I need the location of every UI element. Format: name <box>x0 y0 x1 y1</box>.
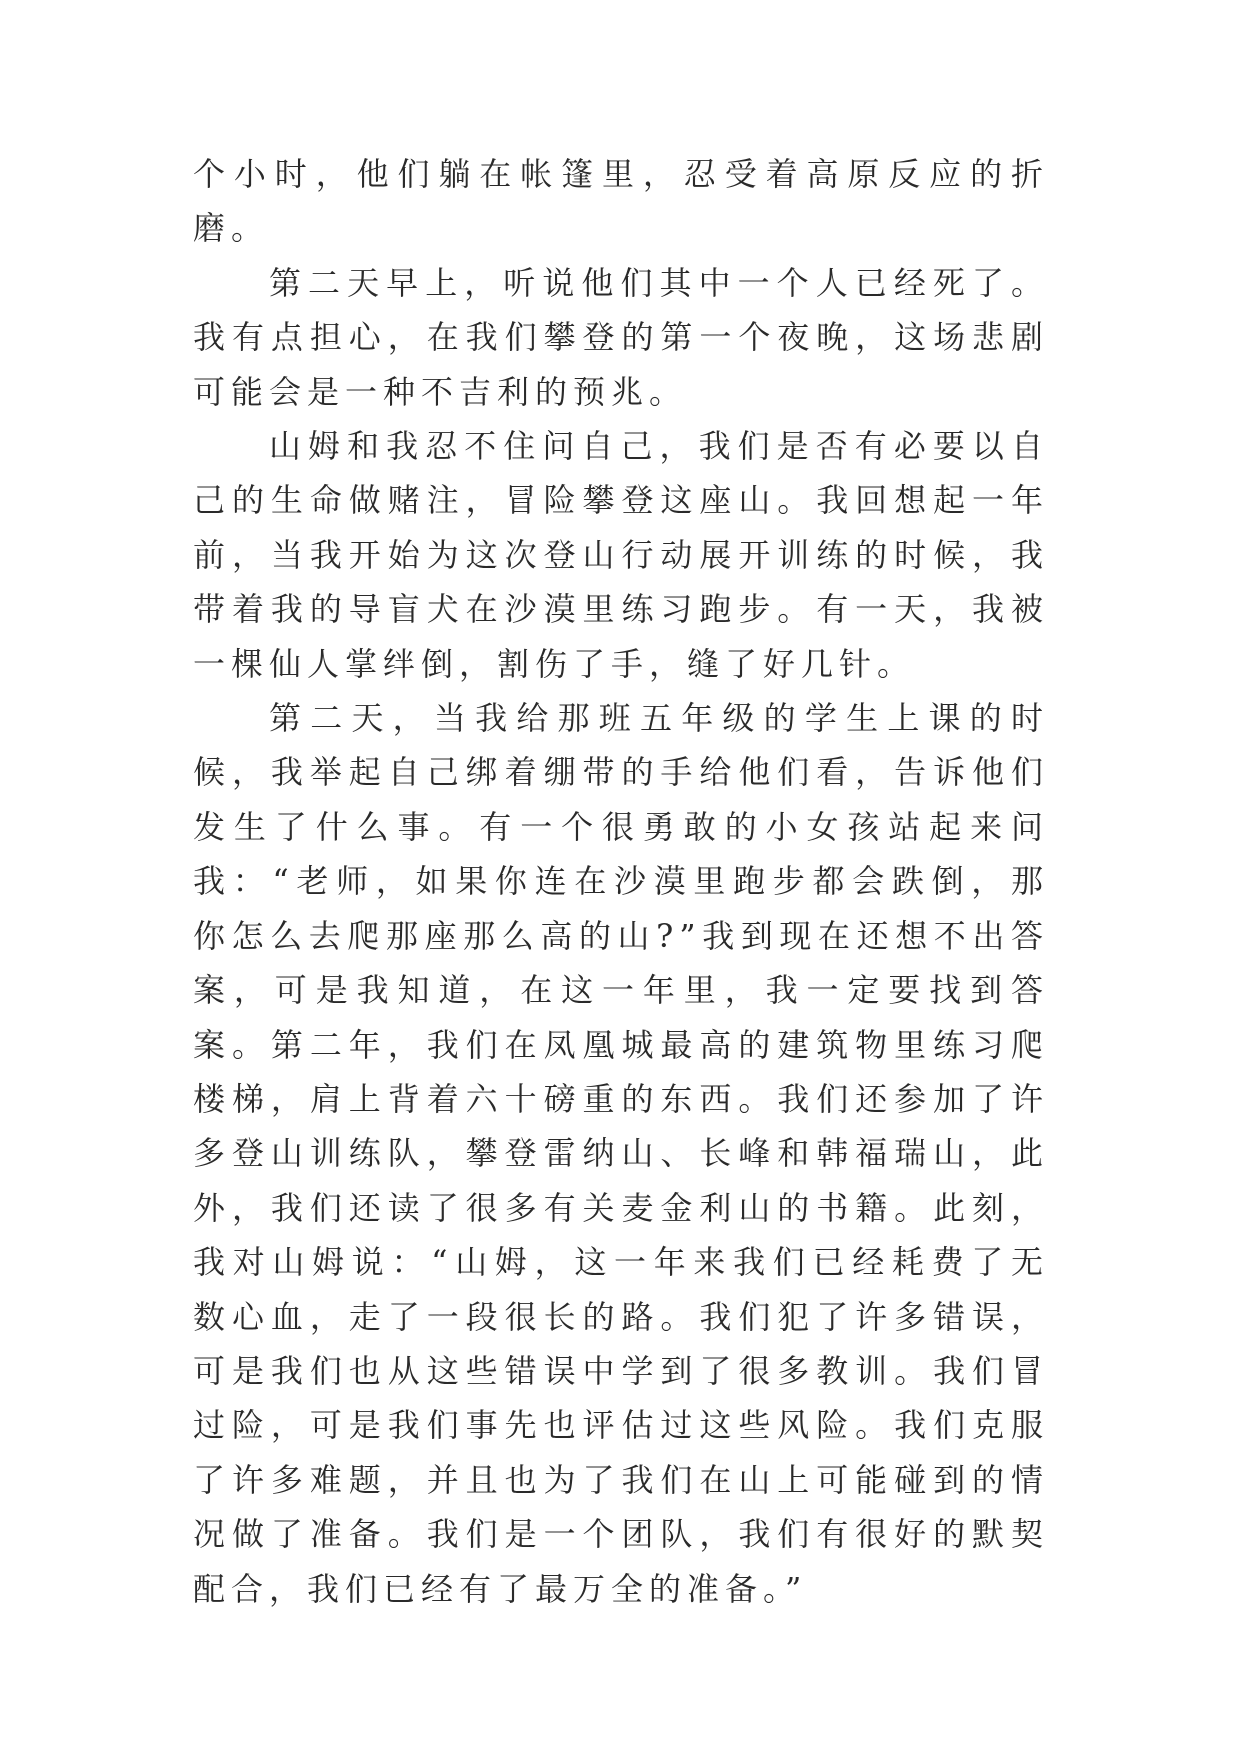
paragraph-4: 第二天，当我给那班五年级的学生上课的时候，我举起自己绑着绷带的手给他们看，告诉他们发生了什么事。有一个很勇敢的小女孩站起来问我：“老师，如果你连在沙漠里跑步都会跌倒，那你怎么去爬那座那么高的山?”我到现在还想不出答案，可是我知道，在这一年里，我一定要找到答案。第二年，我们在凤凰城最高的建筑物里练习爬楼梯，肩上背着六十磅重的东西。我们还参加了许多登山训练队，攀登雷纳山、长峰和韩福瑞山，此外，我们还读了很多有关麦金利山的书籍。此刻，我对山姆说：“山姆，这一年来我们已经耗费了无数心血，走了一段很长的路。我们犯了许多错误，可是我们也从这些错误中学到了很多教训。我们冒过险，可是我们事先也评估过这些风险。我们克服了许多难题，并且也为了我们在山上可能碰到的情况做了准备。我们是一个团队，我们有很好的默契配合，我们已经有了最万全的准备。” <box>193 699 1049 1608</box>
paragraph-1: 个小时，他们躺在帐篷里，忍受着高原反应的折磨。 <box>193 155 1049 248</box>
body-text <box>193 147 1049 1616</box>
paragraph-3: 山姆和我忍不住问自己，我们是否有必要以自己的生命做赌注，冒险攀登这座山。我回想起一年前，当我开始为这次登山行动展开训练的时候，我带着我的导盲犬在沙漠里练习跑步。有一天，我被一棵仙人掌绊倒，割伤了手，缝了好几针。 <box>193 427 1049 683</box>
paragraph-2: 第二天早上，听说他们其中一个人已经死了。我有点担心，在我们攀登的第一个夜晚，这场悲剧可能会是一种不吉利的预兆。 <box>193 263 1049 411</box>
